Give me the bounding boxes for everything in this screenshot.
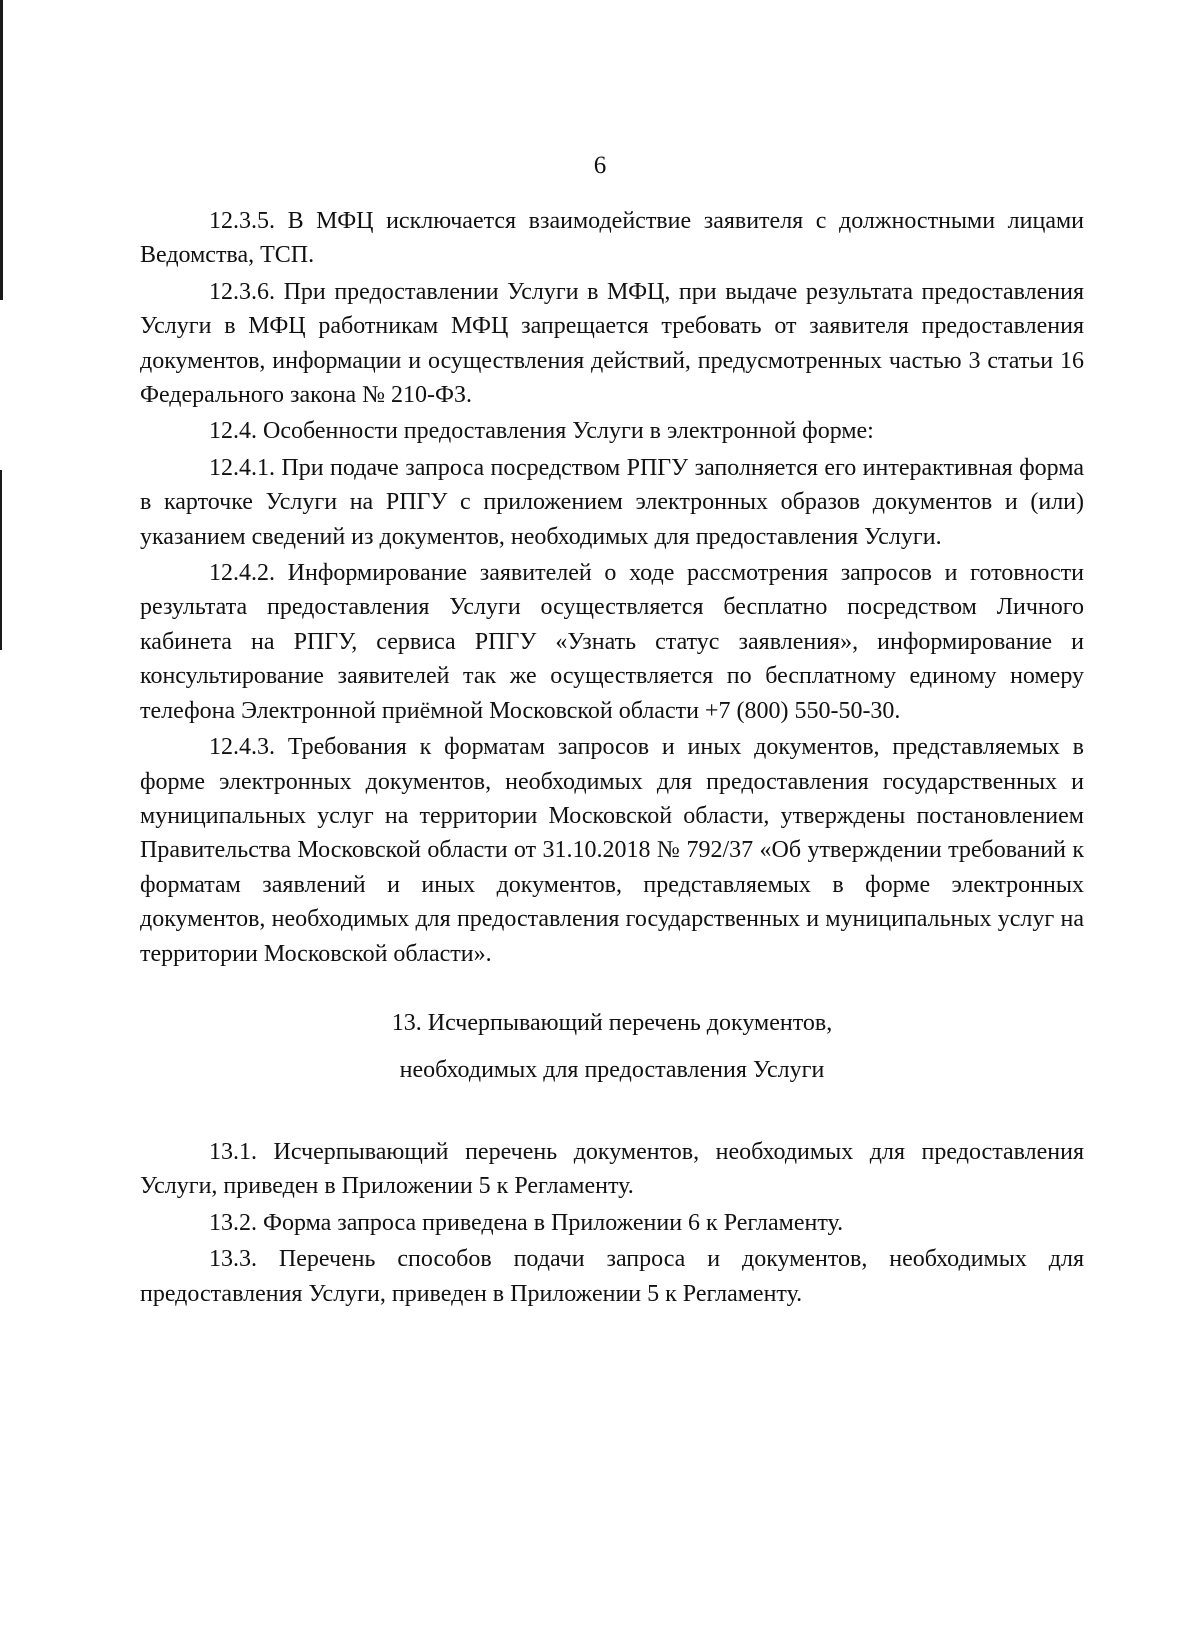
paragraph-13-2: 13.2. Форма запроса приведена в Приложении 6 к Регламенту.	[209, 1209, 844, 1236]
scan-edge-mark	[0, 470, 2, 650]
section-heading-line-2: необходимых для предоставления Услуги	[399, 1056, 825, 1083]
paragraph-12-4-1: 12.4.1. При подаче запроса посредством РПГУ заполняется его интерактивная форма в карточке Услуги на РПГУ с приложением электронных образов документов и (или) указанием сведений из документов, необходимых для предоставления Услуги.	[140, 454, 1084, 550]
paragraph-12-4-2: 12.4.2. Информирование заявителей о ходе рассмотрения запросов и готовности результата предоставления Услуги осуществляется бесплатно посредством Личного кабинета на РПГУ, сервиса РПГУ «Узнать статус заявления», информирование и консультирование заявителей так же осуществляется по бесплатному единому номеру телефона Электронной приёмной Московской области +7 (800) 550-50-30.	[140, 560, 1084, 724]
spacer	[140, 1094, 1084, 1135]
paragraph-13-1: 13.1. Исчерпывающий перечень документов, необходимых для предоставления Услуги, приведен в Приложении 5 к Регламенту.	[140, 1138, 1084, 1200]
paragraph-12-3-6: 12.3.6. При предоставлении Услуги в МФЦ, при выдаче результата предоставления Услуги в МФЦ работникам МФЦ запрещается требовать от заявителя предоставления документов, информации и осуществления действий, предусмотренных частью 3 статьи 16 Федерального закона № 210-ФЗ.	[140, 278, 1084, 409]
document-body	[140, 204, 1084, 1313]
section-heading-line-1: 13. Исчерпывающий перечень документов,	[391, 1009, 833, 1036]
paragraph-13-3: 13.3. Перечень способов подачи запроса и документов, необходимых для предоставления Услуги, приведен в Приложении 5 к Регламенту.	[140, 1246, 1084, 1307]
paragraph-12-4-3: 12.4.3. Требования к форматам запросов и иных документов, представляемых в форме электронных документов, необходимых для предоставления государственных и муниципальных услуг на территории Московской области, утверждены постановлением Правительства Московской области от 31.10.2018 № 792/37 «Об утверждении требований к форматам заявлений и иных документов, представляемых в форме электронных документов, необходимых для предоставления государственных и муниципальных услуг на территории Московской области».	[140, 734, 1084, 967]
section-heading	[140, 1000, 1084, 1094]
paragraph-12-4: 12.4. Особенности предоставления Услуги в электронной форме:	[209, 418, 874, 445]
paragraph-12-3-5: 12.3.5. В МФЦ исключается взаимодействие заявителя с должностными лицами Ведомства, ТСП.	[140, 208, 1084, 269]
page-number: 6	[593, 152, 607, 179]
